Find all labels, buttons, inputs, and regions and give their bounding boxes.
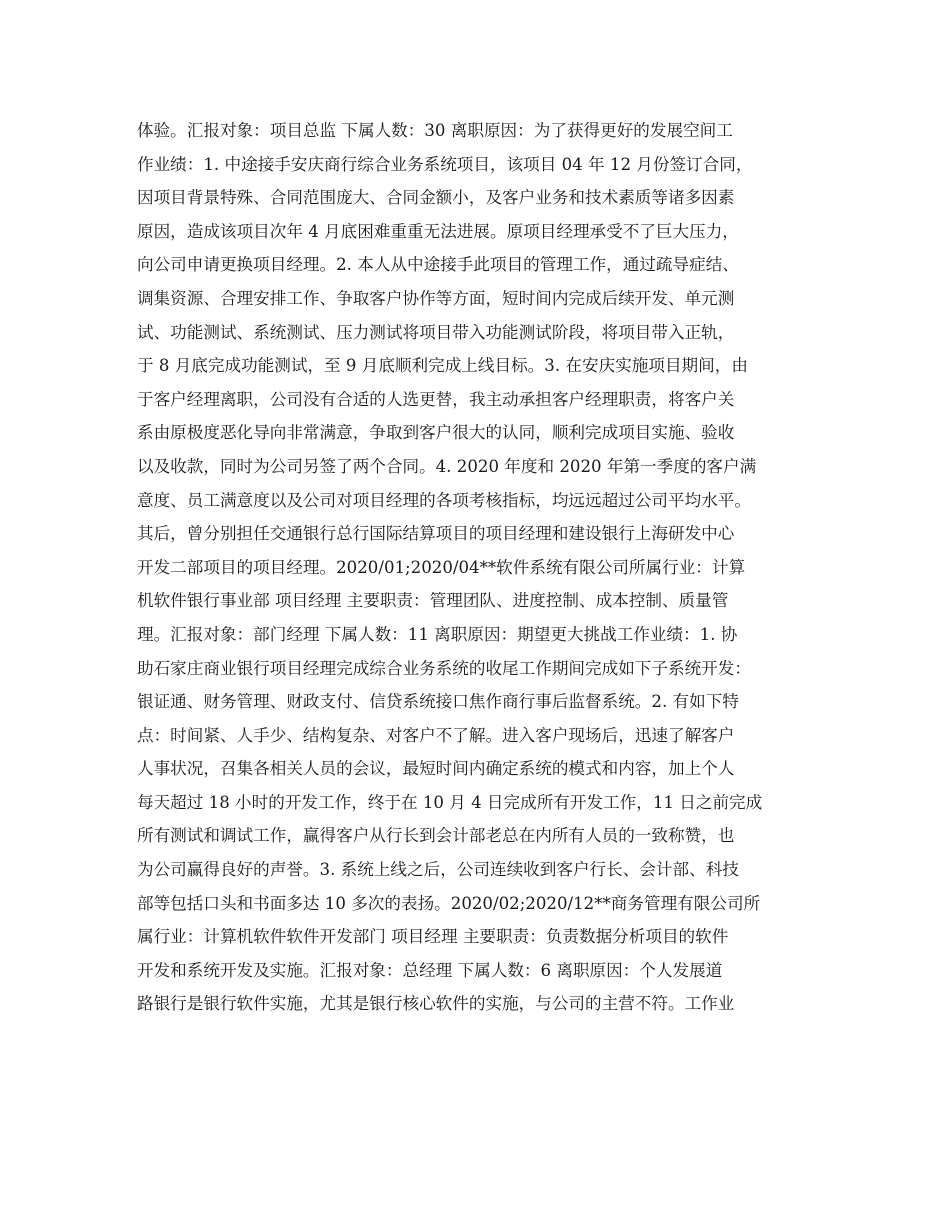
text-line: 调集资源、合理安排工作、争取客户协作等方面，短时间内完成后续开发、单元测 bbox=[137, 288, 735, 308]
text-line: 为公司赢得良好的声誉。3. 系统上线之后，公司连续收到客户行长、会计部、科技 bbox=[137, 860, 739, 880]
text-line: 机软件银行事业部 项目经理 主要职责：管理团队、进度控制、成本控制、质量管 bbox=[137, 591, 729, 611]
text-line: 开发二部项目的项目经理。2020/01;2020/04**软件系统有限公司所属行业：计算 bbox=[137, 557, 746, 577]
text-line: 作业绩：1. 中途接手安庆商行综合业务系统项目，该项目 04 年 12 月份签订合同， bbox=[137, 154, 753, 174]
text-line: 于客户经理离职，公司没有合适的人选更替，我主动承担客户经理职责，将客户关 bbox=[137, 389, 735, 409]
text-line: 点：时间紧、人手少、结构复杂、对客户不了解。进入客户现场后，迅速了解客户 bbox=[137, 725, 735, 745]
text-line: 部等包括口头和书面多达 10 多次的表扬。2020/02;2020/12**商务管理有限公司所 bbox=[137, 893, 761, 913]
text-line: 人事状况，召集各相关人员的会议，最短时间内确定系统的模式和内容，加上个人 bbox=[137, 759, 735, 779]
text-line: 每天超过 18 小时的开发工作，终于在 10 月 4 日完成所有开发工作，11 日之前完成 bbox=[137, 792, 763, 812]
text-line: 因项目背景特殊、合同范围庞大、合同金额小，及客户业务和技术素质等诸多因素 bbox=[137, 188, 735, 208]
text-line: 助石家庄商业银行项目经理完成综合业务系统的收尾工作期间完成如下子系统开发： bbox=[137, 658, 751, 678]
text-line: 开发和系统开发及实施。汇报对象：总经理 下属人数：6 离职原因：个人发展道 bbox=[137, 960, 723, 980]
text-line: 意度、员工满意度以及公司对项目经理的各项考核指标，均远远超过公司平均水平。 bbox=[137, 490, 751, 510]
text-line: 其后，曾分别担任交通银行总行国际结算项目的项目经理和建设银行上海研发中心 bbox=[137, 524, 735, 544]
text-line: 体验。汇报对象：项目总监 下属人数：30 离职原因：为了获得更好的发展空间工 bbox=[137, 121, 733, 140]
text-line: 于 8 月底完成功能测试，至 9 月底顺利完成上线目标。3. 在安庆实施项目期间，由 bbox=[137, 356, 748, 376]
text-line: 以及收款，同时为公司另签了两个合同。4. 2020 年度和 2020 年第一季度的客户满 bbox=[137, 456, 757, 476]
text-line: 原因，造成该项目次年 4 月底困难重重无法进展。原项目经理承受不了巨大压力， bbox=[137, 221, 739, 241]
text-line: 所有测试和调试工作，赢得客户从行长到会计部老总在内所有人员的一致称赞，也 bbox=[137, 826, 735, 846]
text-line: 向公司申请更换项目经理。2. 本人从中途接手此项目的管理工作，通过疏导症结、 bbox=[137, 255, 739, 275]
text-line: 属行业：计算机软件软件开发部门 项目经理 主要职责：负责数据分析项目的软件 bbox=[137, 927, 729, 947]
text-line: 理。汇报对象：部门经理 下属人数：11 离职原因：期望更大挑战工作业绩：1. 协 bbox=[137, 624, 738, 644]
text-line: 路银行是银行软件实施，尤其是银行核心软件的实施，与公司的主营不符。工作业 bbox=[137, 994, 735, 1014]
text-line: 试、功能测试、系统测试、压力测试将项目带入功能测试阶段，将项目带入正轨， bbox=[137, 322, 735, 342]
document-body bbox=[137, 114, 827, 1021]
text-line: 系由原极度恶化导向非常满意，争取到客户很大的认同，顺利完成项目实施、验收 bbox=[137, 423, 735, 443]
text-line: 银证通、财务管理、财政支付、信贷系统接口焦作商行事后监督系统。2. 有如下特 bbox=[137, 692, 739, 712]
